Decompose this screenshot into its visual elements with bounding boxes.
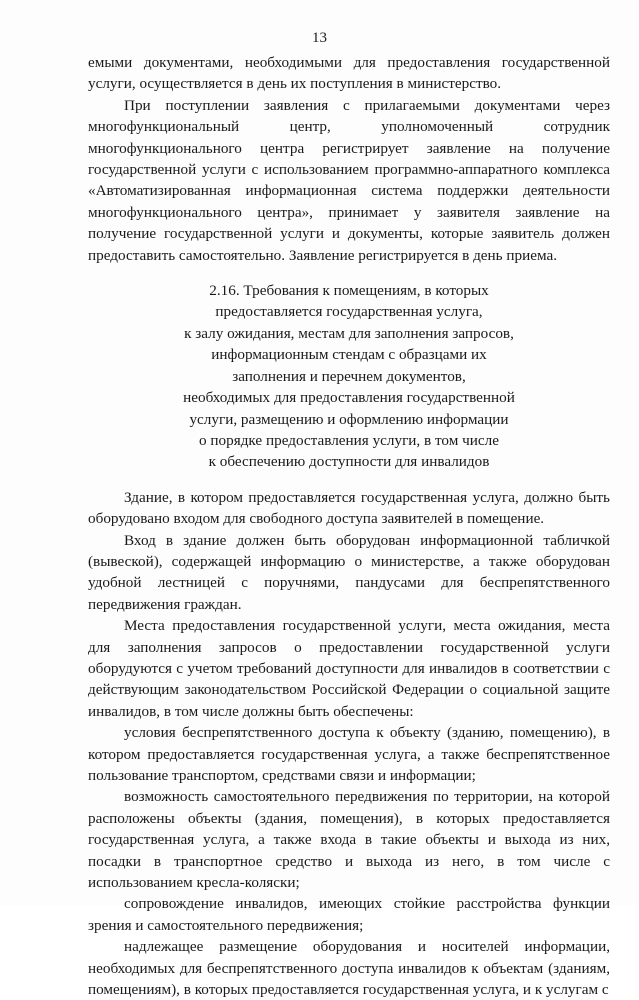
heading-line: необходимых для предоставления государственной xyxy=(183,389,515,407)
document-body xyxy=(88,52,610,1000)
heading-line: о порядке предоставления услуги, в том числе xyxy=(199,431,499,449)
heading-line: предоставляется государственная услуга, xyxy=(215,303,483,321)
paragraph-building-entrance: Здание, в котором предоставляется государственная услуга, должно быть оборудовано входом для свободного доступа заявителей в помещение. xyxy=(88,488,610,528)
paragraph-accessibility-requirements: Места предоставления государственной услуги, места ожидания, места для заполнения запросов о предоставлении государственной услуги оборудуются с учетом требований доступности для инвалидов в соответствии с действующим законодательством Российской Федерации о социальной защите инвалидов, в том числе должны быть обеспечены: xyxy=(88,617,610,720)
section-heading-2-16 xyxy=(88,280,610,473)
page-number: 13 xyxy=(312,30,327,46)
heading-line: к обеспечению доступности для инвалидов xyxy=(208,453,490,471)
heading-line: 2.16. Требования к помещениям, в которых xyxy=(209,282,489,300)
heading-line: информационным стендам с образцами их xyxy=(211,346,487,364)
heading-line: к залу ожидания, местам для заполнения запросов, xyxy=(184,324,514,342)
list-item-independent-movement: возможность самостоятельного передвижения по территории, на которой расположены объекты (здания, помещения), в которых предоставляется государственная услуга, а также входа в такие объекты и выхода из них, посадки в транспортное средство и выхода из него, в том числе с использованием кресла-коляски; xyxy=(88,788,610,892)
heading-line: заполнения и перечнем документов, xyxy=(232,367,466,385)
list-item-escort: сопровождение инвалидов, имеющих стойкие расстройства функции зрения и самостоятельного передвижения; xyxy=(88,895,610,934)
paragraph-entrance-sign: Вход в здание должен быть оборудован информационной табличкой (вывеской), содержащей информацию о министерстве, а также оборудован удобной лестницей с поручнями, пандусами для беспрепятственного передвижения граждан. xyxy=(88,531,610,613)
list-item-equipment-placement: надлежащее размещение оборудования и носителей информации, необходимых для беспрепятственного доступа инвалидов к объектам (зданиям, помещениям), в которых предоставляется государственная услуга, и к услугам с xyxy=(88,938,610,999)
paragraph-continuation: емыми документами, необходимыми для предоставления государственной услуги, осуществляется в день их поступления в министерство. xyxy=(88,54,610,93)
paragraph-mfc-registration: При поступлении заявления с прилагаемыми документами через многофункциональный центр, уполномоченный сотрудник многофункционального центра регистрирует заявление на получение государственной услуги с использованием программно-аппаратного комплекса «Автоматизированная информационная система поддержки деятельности многофункционального центра», принимает у заявителя заявление на получение государственной услуги и документы, которые заявитель должен предоставить самостоятельно. Заявление регистрируется в день приема. xyxy=(88,96,610,264)
list-item-access-conditions: условия беспрепятственного доступа к объекту (зданию, помещению), в котором предоставляется государственная услуга, а также беспрепятственное пользование транспортом, средствами связи и информации; xyxy=(88,724,610,784)
heading-line: услуги, размещению и оформлению информации xyxy=(189,410,509,428)
